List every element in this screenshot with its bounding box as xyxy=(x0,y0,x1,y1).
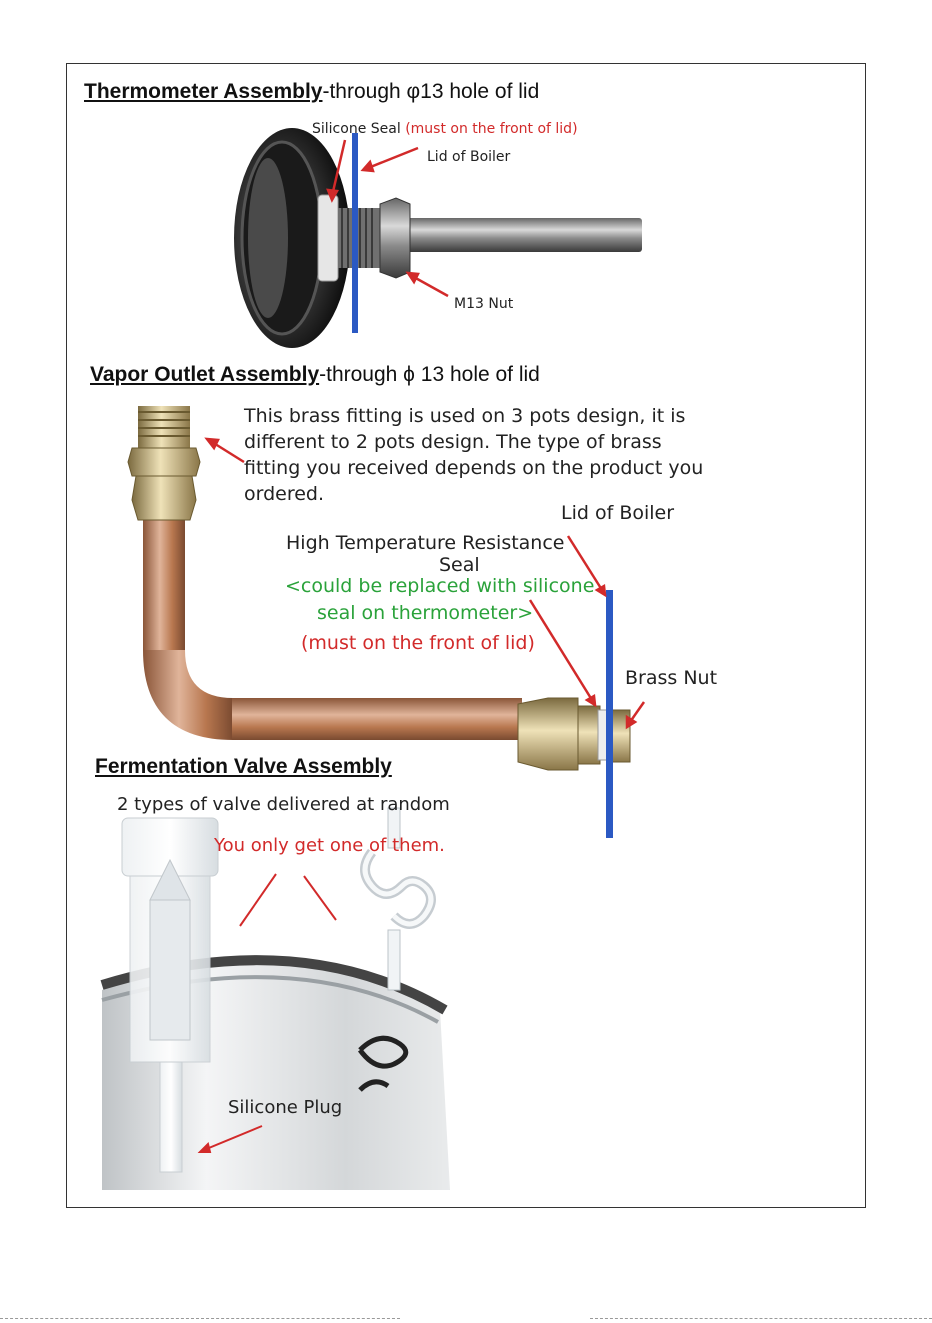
bottom-rule-right xyxy=(590,1318,932,1319)
seal-label-line1: High Temperature Resistance xyxy=(286,532,565,554)
silicone-seal-label: Silicone Seal (must on the front of lid) xyxy=(312,121,578,137)
vapor-heading xyxy=(90,363,540,387)
thermometer-heading-rest: -through φ13 hole of lid xyxy=(322,80,540,103)
seal-label-line2: Seal xyxy=(439,554,480,576)
thermometer-heading xyxy=(84,80,539,104)
fermentation-subtitle: 2 types of valve delivered at random xyxy=(117,794,450,815)
brass-nut-label: Brass Nut xyxy=(625,667,718,689)
vapor-lid-label: Lid of Boiler xyxy=(561,502,675,524)
m13-nut-label: M13 Nut xyxy=(454,296,514,312)
vapor-heading-bold: Vapor Outlet Assembly xyxy=(90,363,320,386)
silicone-plug-label: Silicone Plug xyxy=(228,1097,343,1118)
fermentation-note: You only get one of them. xyxy=(214,835,445,856)
vapor-heading-rest: -through ϕ 13 hole of lid xyxy=(319,363,540,386)
seal-alt-line2: seal on thermometer> xyxy=(317,602,534,624)
fermentation-valve-illustration xyxy=(102,808,450,1190)
seal-note: (must on the front of lid) xyxy=(301,632,535,654)
silicone-seal-note: (must on the front of lid) xyxy=(405,121,578,137)
bottom-rule-left xyxy=(0,1318,400,1319)
seal-alt-line1: <could be replaced with silicone xyxy=(285,575,595,597)
thermometer-lid-label: Lid of Boiler xyxy=(427,149,511,165)
fermentation-heading xyxy=(95,755,392,779)
thermometer-heading-bold: Thermometer Assembly xyxy=(84,80,323,103)
vapor-description: This brass fitting is used on 3 pots design, it is different to 2 pots design. The type of brass fitting you received depends on the product you ordered. xyxy=(244,405,704,505)
fermentation-heading-bold: Fermentation Valve Assembly xyxy=(95,755,392,778)
